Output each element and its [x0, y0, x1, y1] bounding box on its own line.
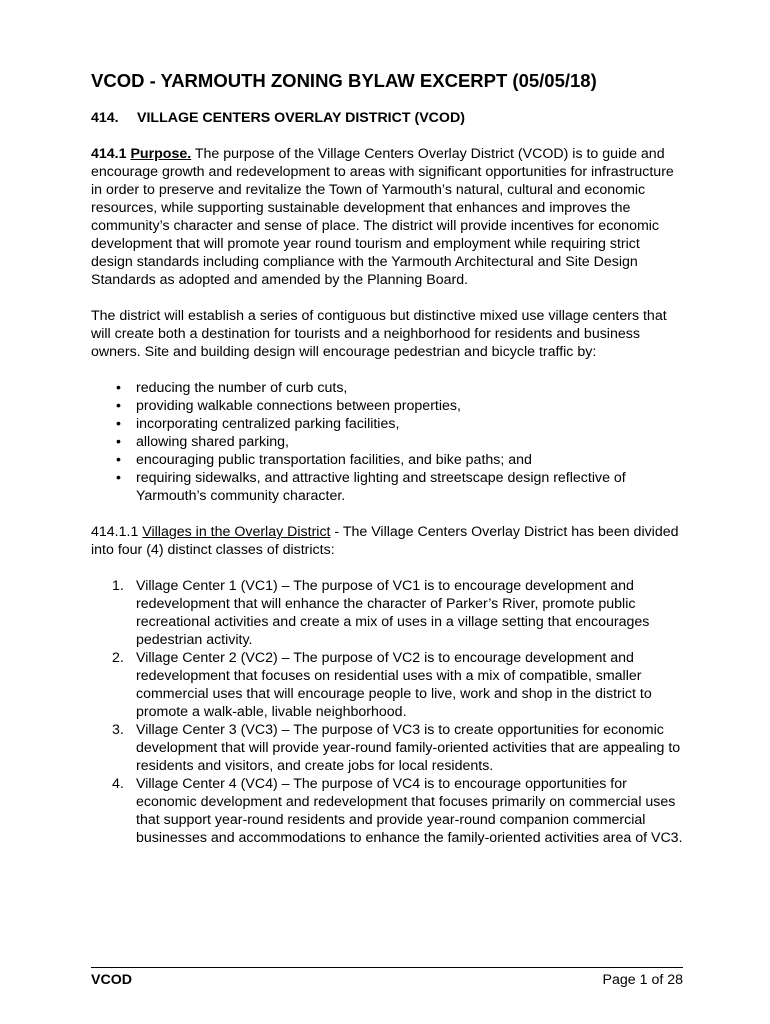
page-footer — [91, 971, 683, 989]
bullet-item — [116, 433, 683, 451]
subsection-paragraph — [91, 523, 683, 559]
village-text: Village Center 2 (VC2) – The purpose of VC2 is to encourage development and redevelopment that focuses on residential uses with a mix of compatible, smaller commercial uses that will encourage people to live, work and shop in the district to promote a walk-able, livable neighborhood. — [136, 650, 652, 720]
bullet-icon: • — [116, 380, 121, 396]
district-paragraph: The district will establish a series of contiguous but distinctive mixed use village centers that will create both a destination for tourists and a neighborhood for residents and business owners. Site and building design will encourage pedestrian and bicycle traffic by: — [91, 308, 667, 360]
footer-label: VCOD — [91, 972, 132, 988]
footer-divider — [91, 967, 683, 968]
village-number: 1. — [112, 578, 124, 594]
bullet-text: providing walkable connections between properties, — [136, 398, 461, 414]
purpose-paragraph — [91, 145, 683, 289]
village-item — [112, 775, 683, 847]
document-page — [91, 70, 683, 847]
section-title: VILLAGE CENTERS OVERLAY DISTRICT (VCOD) — [137, 110, 465, 126]
bullet-text: incorporating centralized parking facilities, — [136, 416, 400, 432]
bullet-item — [116, 379, 683, 397]
village-number: 3. — [112, 722, 124, 738]
village-list — [91, 577, 683, 847]
design-bullet-list — [91, 379, 683, 505]
village-number: 2. — [112, 650, 124, 666]
bullet-icon: • — [116, 470, 121, 486]
page-number: Page 1 of 28 — [602, 972, 683, 988]
bullet-icon: • — [116, 416, 121, 432]
bullet-text: allowing shared parking, — [136, 434, 290, 450]
bullet-item — [116, 469, 683, 505]
purpose-text: The purpose of the Village Centers Overlay District (VCOD) is to guide and encourage growth and redevelopment to areas with significant opportunities for infrastructure in order to preserve and revitalize the Town of Yarmouth’s natural, cultural and economic resources, while supporting sustainable development that enhances and improves the community’s character and sense of place. The district will provide incentives for economic development that will promote year round tourism and employment while requiring strict design standards including compliance with the Yarmouth Architectural and Site Design Standards as adopted and amended by the Planning Board. — [91, 146, 674, 288]
bullet-text: reducing the number of curb cuts, — [136, 380, 348, 396]
village-item — [112, 649, 683, 721]
purpose-number: 414.1 — [91, 146, 127, 162]
village-number: 4. — [112, 776, 124, 792]
bullet-item — [116, 451, 683, 469]
bullet-text: encouraging public transportation facilities, and bike paths; and — [136, 452, 532, 468]
village-item — [112, 721, 683, 775]
bullet-icon: • — [116, 398, 121, 414]
village-text: Village Center 3 (VC3) – The purpose of VC3 is to create opportunities for economic development that will provide year-round family-oriented activities that are appealing to residents and visitors, and create jobs for local residents. — [136, 722, 681, 774]
bullet-item — [116, 415, 683, 433]
village-text: Village Center 1 (VC1) – The purpose of VC1 is to encourage development and redevelopment that will enhance the character of Parker’s River, promote public recreational activities and create a mix of uses in a village setting that encourages pedestrian activity. — [136, 578, 650, 648]
bullet-icon: • — [116, 452, 121, 468]
village-item — [112, 577, 683, 649]
purpose-label: Purpose. — [130, 146, 192, 162]
village-text: Village Center 4 (VC4) – The purpose of VC4 is to encourage opportunities for economic development and redevelopment that focuses primarily on commercial uses that support year-round residents and provide year-round companion commercial businesses and accommodations to enhance the family-oriented activities area of VC3. — [136, 776, 683, 846]
bullet-icon: • — [116, 434, 121, 450]
document-title: VCOD - YARMOUTH ZONING BYLAW EXCERPT (05/05/18) — [91, 70, 597, 91]
subsection-number: 414.1.1 — [91, 524, 139, 540]
bullet-item — [116, 397, 683, 415]
bullet-text: requiring sidewalks, and attractive lighting and streetscape design reflective of Yarmouth’s community character. — [136, 470, 626, 504]
subsection-text: - The Village Centers Overlay District has been divided into four (4) distinct classes of districts: — [91, 524, 679, 558]
subsection-label: Villages in the Overlay District — [142, 524, 331, 540]
section-number: 414. — [91, 110, 119, 126]
section-heading — [91, 109, 683, 127]
